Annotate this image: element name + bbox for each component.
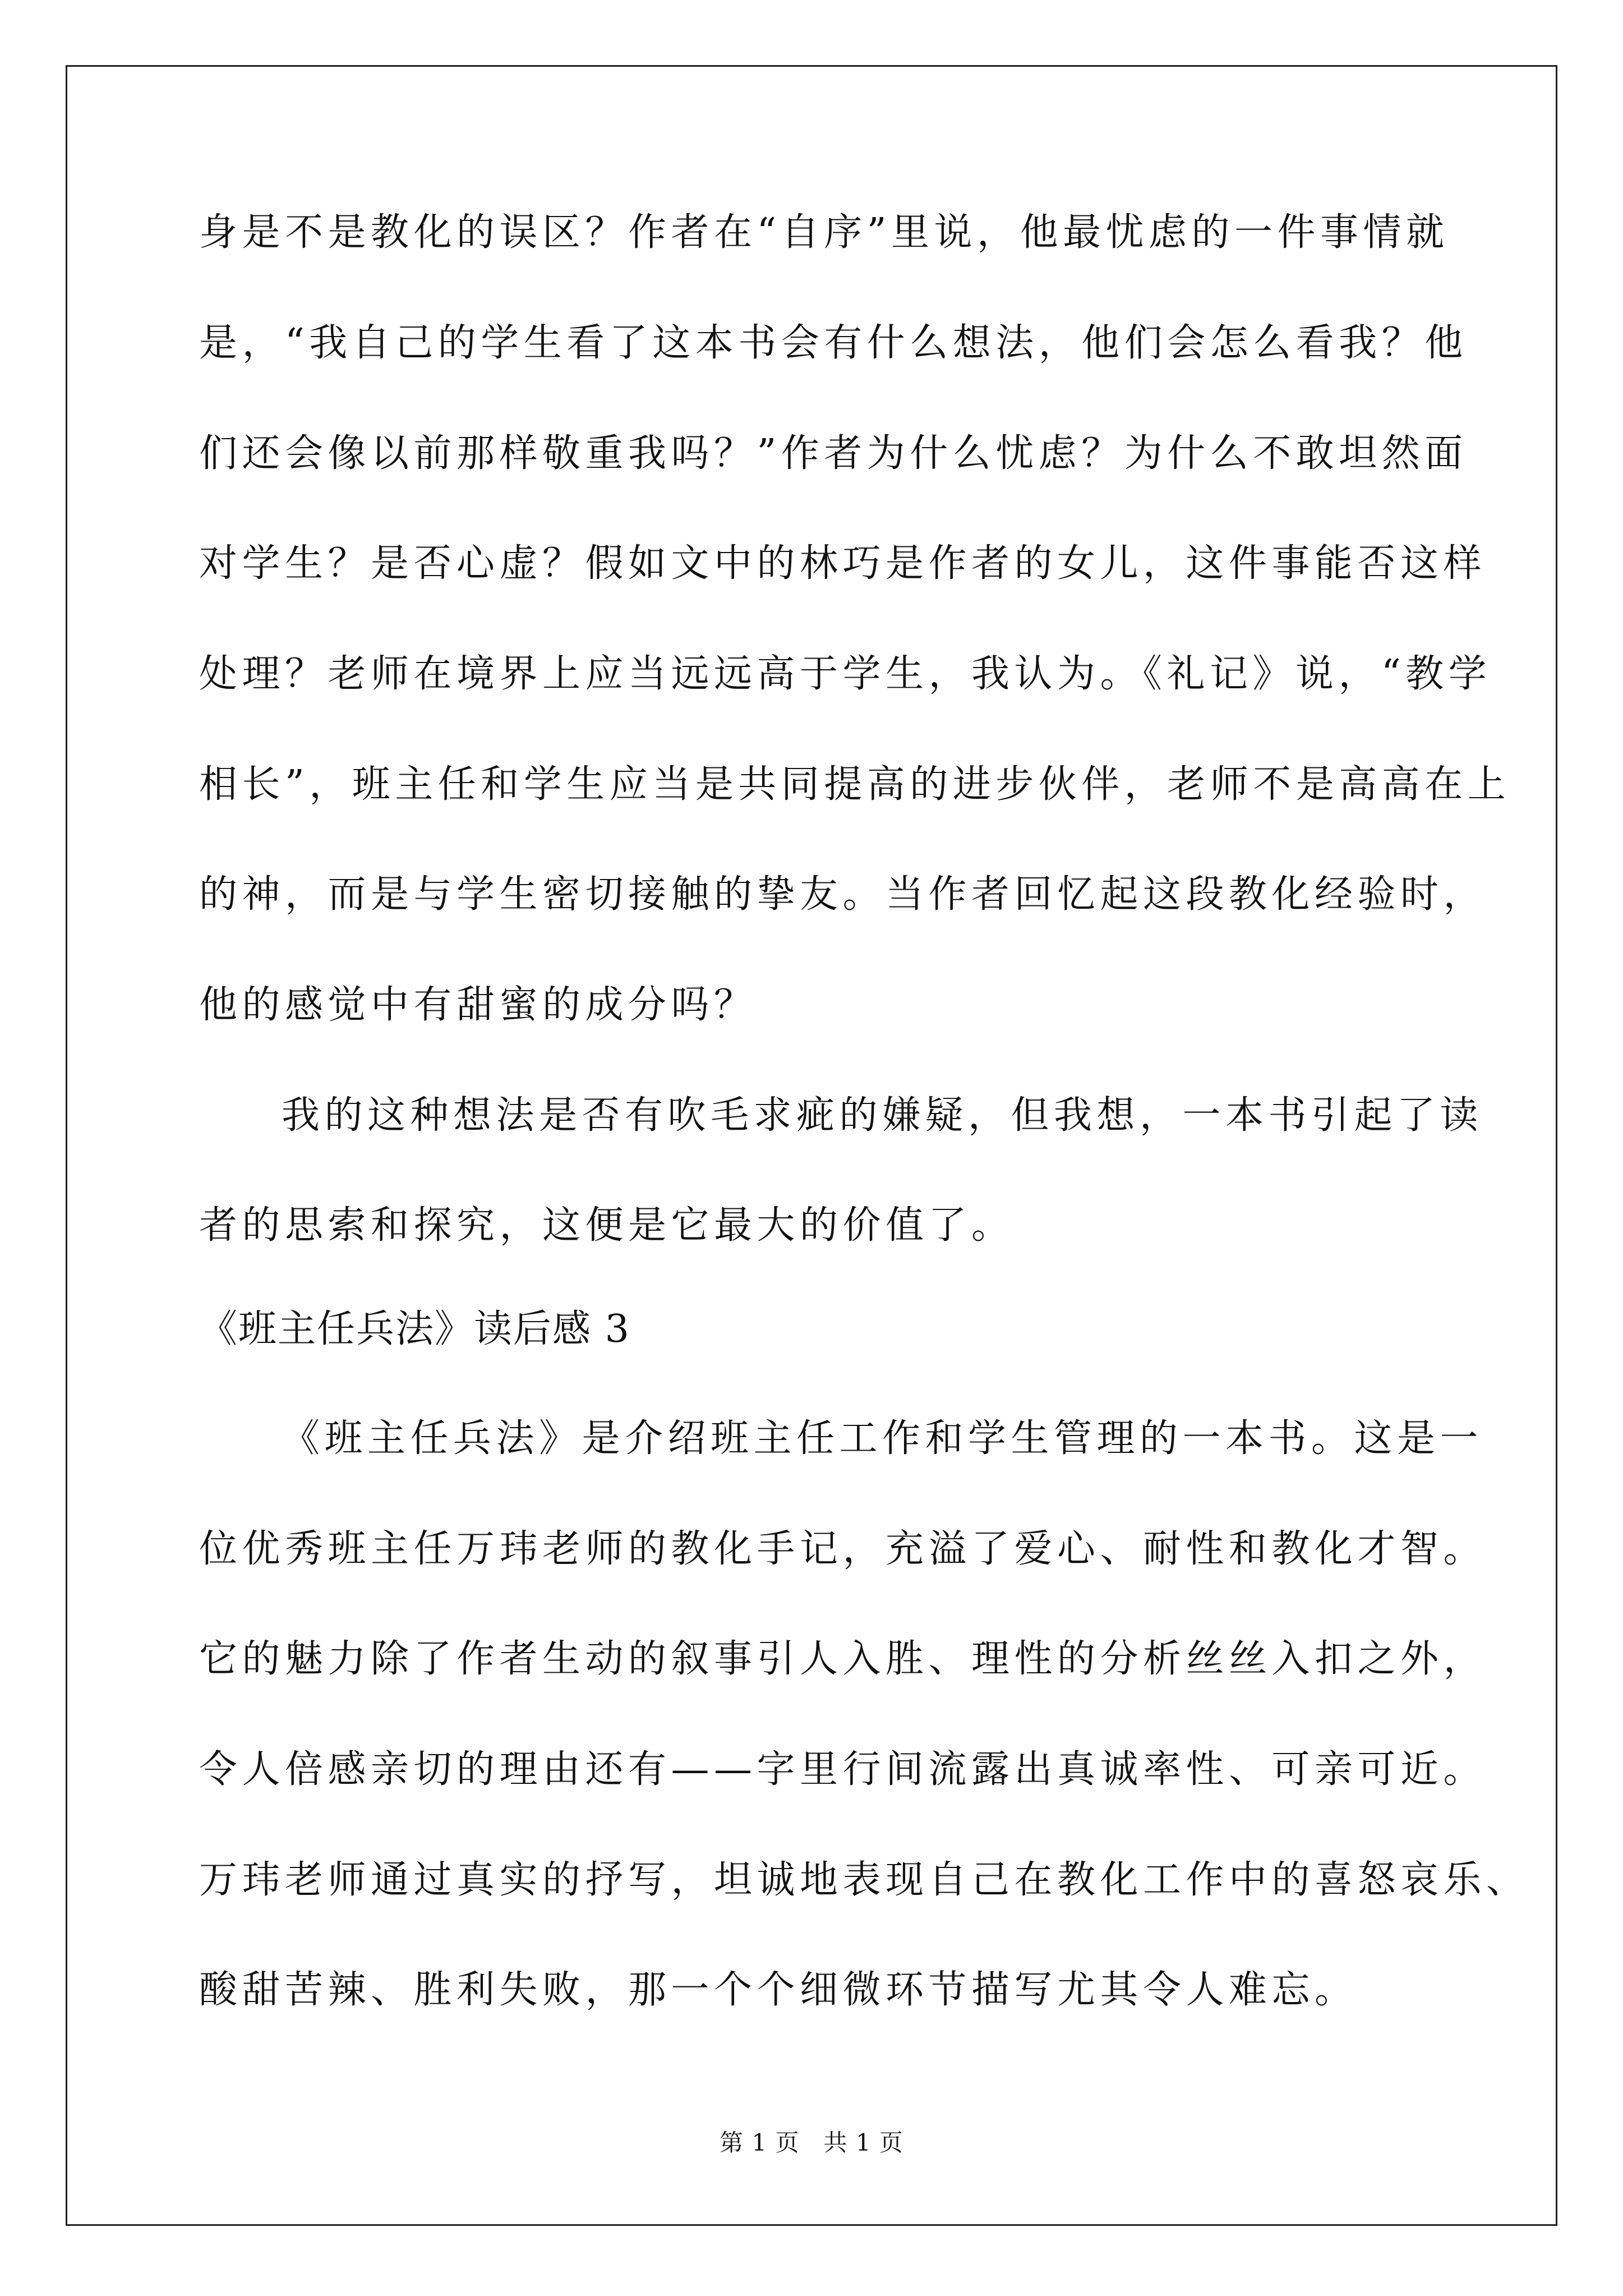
text-line: 们还会像以前那样敬重我吗？”作者为什么忧虑？为什么不敢坦然面 bbox=[199, 431, 1468, 476]
text-line: 的神，而是与学生密切接触的挚友。当作者回忆起这段教化经验时， bbox=[199, 872, 1487, 917]
text-line: 相长”，班主任和学生应当是共同提高的进步伙伴，老师不是高高在上 bbox=[199, 762, 1511, 807]
text-line: 位优秀班主任万玮老师的教化手记，充溢了爱心、耐性和教化才智。 bbox=[199, 1527, 1487, 1571]
text-line: 它的魅力除了作者生动的叙事引人入胜、理性的分析丝丝入扣之外， bbox=[199, 1637, 1487, 1681]
text-line: 令人倍感亲切的理由还有——字里行间流露出真诚率性、可亲可近。 bbox=[199, 1747, 1487, 1792]
paragraph-first-line: 《班主任兵法》是介绍班主任工作和学生管理的一本书。这是一 bbox=[282, 1416, 1483, 1461]
paragraph-first-line: 我的这种想法是否有吹毛求疵的嫌疑，但我想，一本书引起了读 bbox=[282, 1093, 1483, 1138]
text-line: 对学生？是否心虚？假如文中的林巧是作者的女儿，这件事能否这样 bbox=[199, 541, 1487, 586]
text-line: 酸甜苦辣、胜利失败，那一个个细微环节描写尤其令人难忘。 bbox=[199, 1968, 1358, 2012]
page-number: 第 1 页 共 1 页 bbox=[720, 2129, 903, 2156]
text-line: 处理？老师在境界上应当远远高于学生，我认为。《礼记》说，“教学 bbox=[199, 652, 1492, 696]
text-line: 者的思索和探究，这便是它最大的价值了。 bbox=[199, 1203, 1015, 1248]
text-line: 万玮老师通过真实的抒写，坦诚地表现自己在教化工作中的喜怒哀乐、 bbox=[199, 1858, 1529, 1902]
section-heading: 《班主任兵法》读后感 3 bbox=[199, 1307, 630, 1351]
text-line: 身是不是教化的误区？作者在“自序”里说，他最忧虑的一件事情就 bbox=[199, 210, 1449, 255]
text-line: 他的感觉中有甜蜜的成分吗？ bbox=[199, 983, 757, 1027]
text-line: 是，“我自己的学生看了这本书会有什么想法，他们会怎么看我？他 bbox=[199, 321, 1468, 365]
